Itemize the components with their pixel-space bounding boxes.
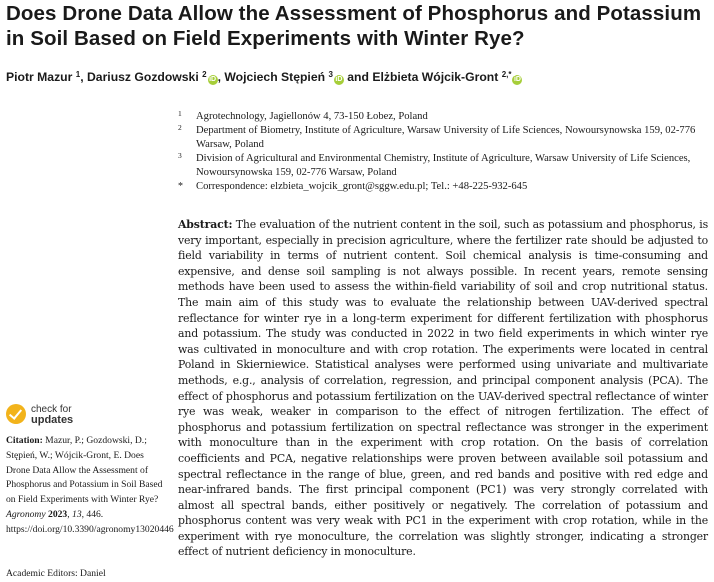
author-name[interactable]: Wojciech Stępień: [224, 70, 329, 84]
author-name[interactable]: Elżbieta Wójcik-Gront: [372, 70, 502, 84]
abstract: [178, 217, 708, 560]
abstract-label: Abstract:: [178, 218, 233, 231]
affiliation-text: Division of Agricultural and Environmental Chemistry, Institute of Agriculture, Warsaw University of Life Sciences, Nowoursynowska 159, 02-776 Warsaw, Poland: [196, 153, 691, 178]
citation-journal: Agronomy: [6, 508, 46, 520]
correspondence-mark: *: [178, 181, 183, 192]
author-name[interactable]: Dariusz Gozdowski: [86, 70, 203, 84]
citation-year: 2023: [48, 508, 68, 520]
affiliation: [178, 152, 708, 180]
check-circle-icon: [6, 404, 26, 424]
author-separator: ,: [80, 70, 87, 84]
check-for-updates-label: check for updates: [31, 404, 74, 426]
author-list: [6, 67, 706, 85]
academic-editors: Academic Editors: Daniel: [6, 568, 106, 579]
correspondence: [178, 180, 708, 194]
affiliation-text: Agrotechnology, Jagiellonów 4, 73-150 Łobez, Poland: [196, 111, 428, 122]
author-name[interactable]: Piotr Mazur: [6, 70, 76, 84]
abstract-text: The evaluation of the nutrient content in the soil, such as potassium and phosphorus, is very important, especially in precision agriculture, where the fertilizer rate should be adjusted to field variability in terms of nutrient content. Soil chemical analysis is time-consuming and expensive, and dense soil sampling is not always possible. In recent years, remote sensing methods have been used to assess the within-field variability of soil and crop nutritional status. The main aim of this study was to evaluate the relationship between UAV-derived spectral reflectance for winter rye in a long-term experiment for different fertilization with phosphorus and potassium. The study was conducted in 2022 in two field experiments in which winter rye was cultivated in monoculture and with crop rotation. The experiments were located in central Poland in Skierniewice. Statistical analyses were performed using univariate and multivariate methods, e.g., analysis of correlation, regression, and principal component analysis (PCA). The effect of phosphorus and potassium fertilization on the UAV-derived spectral reflectance of winter rye was weak, weaker in comparison to the effect of nitrogen fertilization. The effect of phosphorus and potassium fertilization on spectral reflectance was stronger in the experiment with monoculture than in the experiment with crop rotation. On the basis of correlation coefficients and PCA, negative relationships were proven between available soil potassium and spectral reflectance in the range of blue, green, and red bands and positive with red edge and near-infrared bands. The first principal component (PC1) was very strongly correlated with almost all spectral bands, either positively or negatively. The correlation of potassium and phosphorus content was very weak with PC1 in the experiment with crop rotation, while in the experiment with rye monoculture, the correlation was slightly stronger, indicating a stronger effect of nutrient deficiency in monoculture.: [178, 218, 709, 559]
author-separator: ,: [217, 70, 225, 84]
affiliation: [178, 124, 708, 152]
citation: Citation: Mazur, P.; Gozdowski, D.; Stępień, W.; Wójcik-Gront, E. Does Drone Data Allow the Assessment of Phosphorus and Potassium in Soil Based on Field Experiments with Winter Rye? Agronomy 2023, 13, 446. https://doi.org/10.3390/agronomy13020446: [6, 435, 174, 535]
citation-volume: 13: [72, 508, 82, 520]
author-separator: and: [343, 70, 373, 84]
affiliation-number: 2: [178, 123, 182, 132]
paper-title: Does Drone Data Allow the Assessment of Phosphorus and Potassium in Soil Based on Field Experiments with Winter Rye?: [6, 2, 702, 50]
author-affiliation-sup: 1: [75, 70, 81, 79]
orcid-icon[interactable]: iD: [335, 76, 343, 83]
citation-pages-doi[interactable]: , 446. https://doi.org/10.3390/agronomy13020446: [6, 508, 174, 535]
author-affiliation-sup: 2: [202, 70, 207, 79]
orcid-icon[interactable]: iD: [513, 76, 521, 83]
affiliation-text: Department of Biometry, Institute of Agriculture, Warsaw University of Life Sciences, Nowoursynowska 159, 02-776 Warsaw, Poland: [196, 125, 696, 150]
author-affiliation-sup: 2,*: [501, 70, 512, 79]
correspondence-text: Correspondence: elzbieta_wojcik_gront@sggw.edu.pl; Tel.: +48-225-932-645: [196, 181, 528, 192]
affiliations: [178, 110, 708, 194]
author-affiliation-sup: 3: [328, 70, 333, 79]
affiliation-number: 3: [178, 151, 182, 160]
check-for-updates-badge[interactable]: [6, 404, 96, 428]
affiliation-number: 1: [178, 109, 182, 118]
affiliation: [178, 110, 708, 124]
orcid-icon[interactable]: iD: [209, 76, 217, 83]
citation-text: Mazur, P.; Gozdowski, D.; Stępień, W.; Wójcik-Gront, E. Does Drone Data Allow the Assessment of Phosphorus and Potassium in Soil Based on Field Experiments with Winter Rye?: [6, 435, 163, 506]
citation-label: Citation:: [6, 435, 43, 446]
